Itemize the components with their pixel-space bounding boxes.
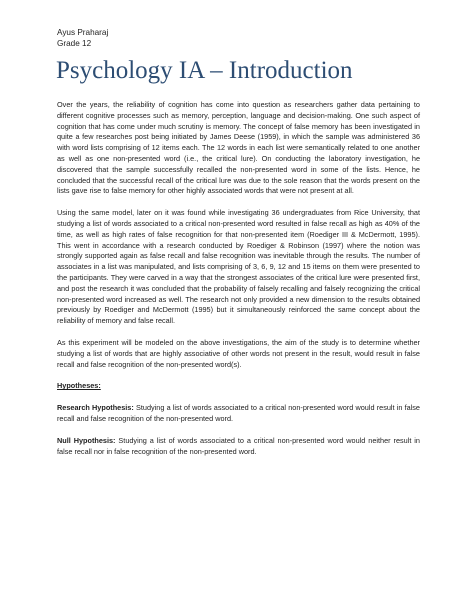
document-body bbox=[57, 100, 420, 468]
page-title: Psychology IA – Introduction bbox=[56, 57, 353, 84]
grade-label: Grade 12 bbox=[57, 38, 92, 48]
hypotheses-heading: Hypotheses: bbox=[57, 381, 101, 391]
hypotheses-heading-line bbox=[57, 381, 420, 392]
research-hypothesis-label: Research Hypothesis: bbox=[57, 403, 134, 413]
paragraph-related-research: Using the same model, later on it was found while investigating 36 undergraduates from Rice University, that studying a list of words associated to a critical non-presented word resulted in false recall as high as 40% of the time, as well as high rates of false recognition for that non-presented item (Roediger III & McDermott, 1995). This went in accordance with a research conducted by Roediger & Robinson (1997) where the notion was strongly supported again as false recall and false recognition was inevitable through the results. The number of associates in a list was manipulated, and lists comprising of 3, 6, 9, 12 and 15 items on them were presented to the participants. They were carved in a way that the strongest associates of the critical lure were presented first, and post the research it was concluded that the probability of falsely recalling and falsely recognizing the critical non-presented word increased as well. The research not only provided a new dimension to the results obtained previously by Roediger and McDermott (1995) but it simultaneously reinforced the same concept about the reliability of memory and false recall. bbox=[57, 208, 420, 326]
null-hypothesis-text: Studying a list of words associated to a critical non-presented word would neither result in false recall nor in false recognition of the non-presented word. bbox=[57, 435, 420, 456]
research-hypothesis-text: Studying a list of words associated to a critical non-presented word would result in false recall and false recognition of the non-presented word. bbox=[57, 403, 420, 423]
author-header bbox=[57, 28, 108, 49]
research-hypothesis bbox=[57, 403, 420, 425]
null-hypothesis-label: Null Hypothesis: bbox=[57, 435, 116, 445]
paragraph-background: Over the years, the reliability of cognition has come into question as researchers gather data pertaining to different cognitive processes such as memory, perception, language and decision-making. One such aspect of cognition that has come under much scrutiny is memory. The concept of false memory has been investigated in quite a few researches post being initiated by James Deese (1959), in which the sample was administered 36 with word lists comprising of 12 items each. The 12 words in each list were semantically related to one another as well as one non-presented word (i.e., the critical lure). On conducting the laboratory investigation, he discovered that the sample successfully recalled the non-presented word in some of the lists. Hence, he concluded that the successful recall of the critical lure was due to the sole reason that the words present on the lists gave rise to false memory for other highly associated words that were not present at all. bbox=[57, 100, 420, 196]
paragraph-aim: As this experiment will be modeled on the above investigations, the aim of the study is to determine whether studying a list of words that are highly associative of other words not present in the result, would result in false recall and false recognition of the non-presented word(s). bbox=[57, 337, 420, 369]
null-hypothesis bbox=[57, 436, 420, 458]
author-name: Ayus Praharaj bbox=[57, 28, 109, 37]
